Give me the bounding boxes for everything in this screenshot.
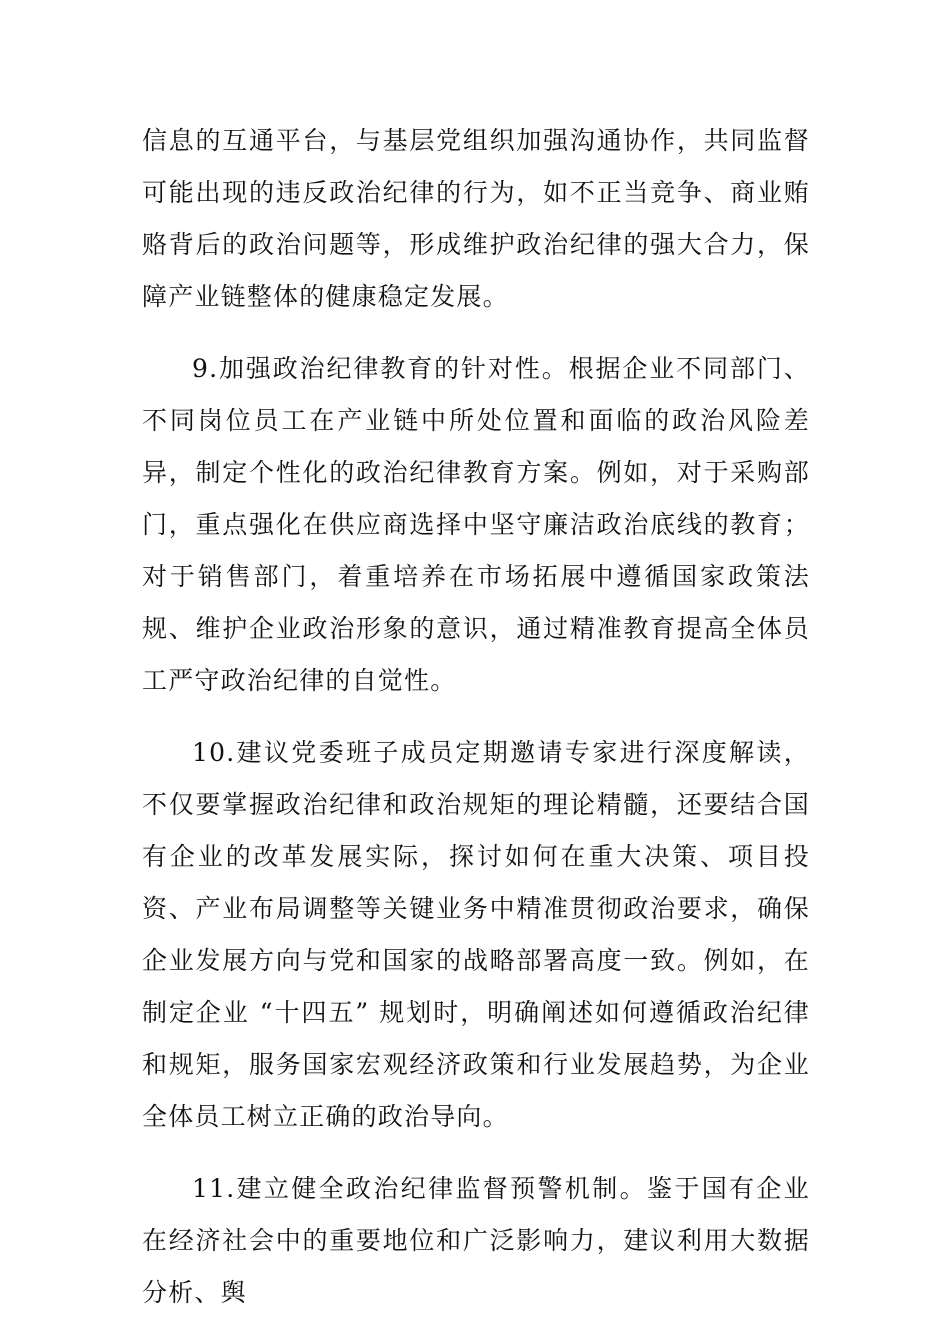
paragraph-item-10: 10.建议党委班子成员定期邀请专家进行深度解读，不仅要掌握政治纪律和政治规矩的理论精髓，还要结合国有企业的改革发展实际，探讨如何在重大决策、项目投资、产业布局调整等关键业务中精准贯彻政治要求，确保企业发展方向与党和国家的战略部署高度一致。例如，在制定企业 “十四五” 规划时，明确阐述如何遵循政治纪律和规矩，服务国家宏观经济政策和行业发展趋势，为企业全体员工树立正确的政治导向。 [142, 738, 810, 1131]
paragraph-item-11: 11.建立健全政治纪律监督预警机制。鉴于国有企业在经济社会中的重要地位和广泛影响力，建议利用大数据分析、舆 [142, 1174, 810, 1307]
paragraph-item-9: 9.加强政治纪律教育的针对性。根据企业不同部门、不同岗位员工在产业链中所处位置和面临的政治风险差异，制定个性化的政治纪律教育方案。例如，对于采购部门，重点强化在供应商选择中坚守廉洁政治底线的教育；对于销售部门，着重培养在市场拓展中遵循国家政策法规、维护企业政治形象的意识，通过精准教育提高全体员工严守政治纪律的自觉性。 [142, 354, 810, 695]
paragraph-continuation: 信息的互通平台，与基层党组织加强沟通协作，共同监督可能出现的违反政治纪律的行为，如不正当竞争、商业贿赂背后的政治问题等，形成维护政治纪律的强大合力，保障产业链整体的健康稳定发展。 [142, 126, 810, 311]
document-page [142, 115, 810, 1319]
